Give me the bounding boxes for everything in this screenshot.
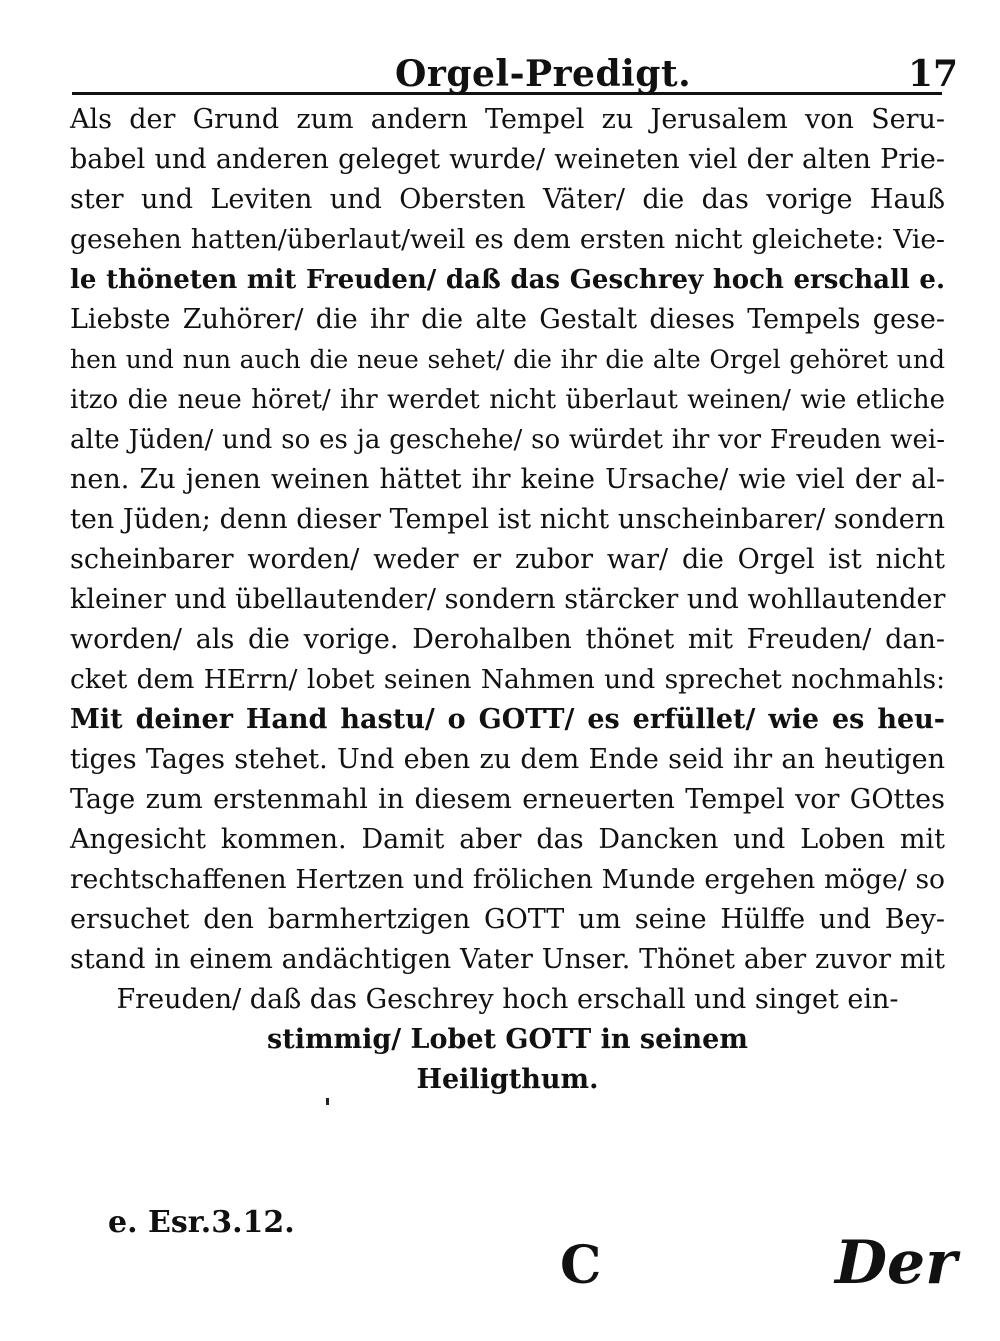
text-line: Heiligthum.: [416, 1064, 599, 1095]
running-title: Orgel-Predigt.: [395, 53, 692, 95]
text-line: gesehen hatten/überlaut/weil es dem ersten nicht gleichete: Vie-: [70, 224, 945, 255]
text-line: le thöneten mit Freuden/ daß das Geschrey hoch erschall e.: [70, 265, 945, 295]
text-line: alte Jüden/ und so es ja geschehe/ so würdet ihr vor Freuden wei-: [70, 425, 945, 455]
text-line: ersuchet den barmhertzigen GOTT um seine Hülffe und Bey-: [70, 904, 945, 935]
text-line: tiges Tages stehet. Und eben zu dem Ende seid ihr an heutigen: [70, 744, 945, 775]
text-line: cket dem HErrn/ lobet seinen Nahmen und sprechet nochmahls:: [70, 664, 945, 695]
text-line: kleiner und übellautender/ sondern stärcker und wohllautender: [70, 584, 946, 615]
page-number: 17: [908, 53, 959, 95]
text-line: scheinbarer worden/ weder er zubor war/ die Orgel ist nicht: [70, 544, 945, 575]
header-rule: [72, 92, 942, 95]
text-line: rechtschaffenen Hertzen und frölichen Munde ergehen möge/ so: [70, 864, 945, 895]
text-line: babel und anderen geleget wurde/ weineten viel der alten Prie-: [70, 144, 945, 175]
text-line: Liebste Zuhörer/ die ihr die alte Gestalt dieses Tempels gese-: [70, 304, 945, 335]
catchword: Der: [835, 1228, 957, 1298]
text-line: stimmig/ Lobet GOTT in seinem: [267, 1024, 748, 1055]
ink-speck: [326, 1098, 329, 1105]
running-head: [0, 45, 1000, 95]
text-line: Als der Grund zum andern Tempel zu Jerusalem von Seru-: [70, 104, 945, 135]
text-line: Mit deiner Hand hastu/ o GOTT/ es erfüllet/ wie es heu-: [70, 704, 945, 735]
text-line: Freuden/ daß das Geschrey hoch erschall und singet ein-: [116, 984, 899, 1015]
text-line: ster und Leviten und Obersten Väter/ die das vorige Hauß: [70, 184, 945, 215]
signature-mark: C: [560, 1235, 602, 1296]
text-line: Tage zum erstenmahl in diesem erneuerten Tempel vor GOttes: [70, 784, 945, 815]
text-line: stand in einem andächtigen Vater Unser. Thönet aber zuvor mit: [70, 944, 945, 975]
text-line: itzo die neue höret/ ihr werdet nicht überlaut weinen/ wie etliche: [70, 385, 945, 415]
text-line: hen und nun auch die neue sehet/ die ihr die alte Orgel gehöret und: [70, 345, 945, 374]
text-line: nen. Zu jenen weinen hättet ihr keine Ursache/ wie viel der al-: [70, 464, 945, 495]
text-line: worden/ als die vorige. Derohalben thönet mit Freuden/ dan-: [70, 624, 945, 655]
text-line: ten Jüden; denn dieser Tempel ist nicht unscheinbarer/ sondern: [70, 504, 945, 535]
footnote: e. Esr.3.12.: [108, 1205, 295, 1240]
text-line: Angesicht kommen. Damit aber das Dancken und Loben mit: [70, 824, 945, 855]
